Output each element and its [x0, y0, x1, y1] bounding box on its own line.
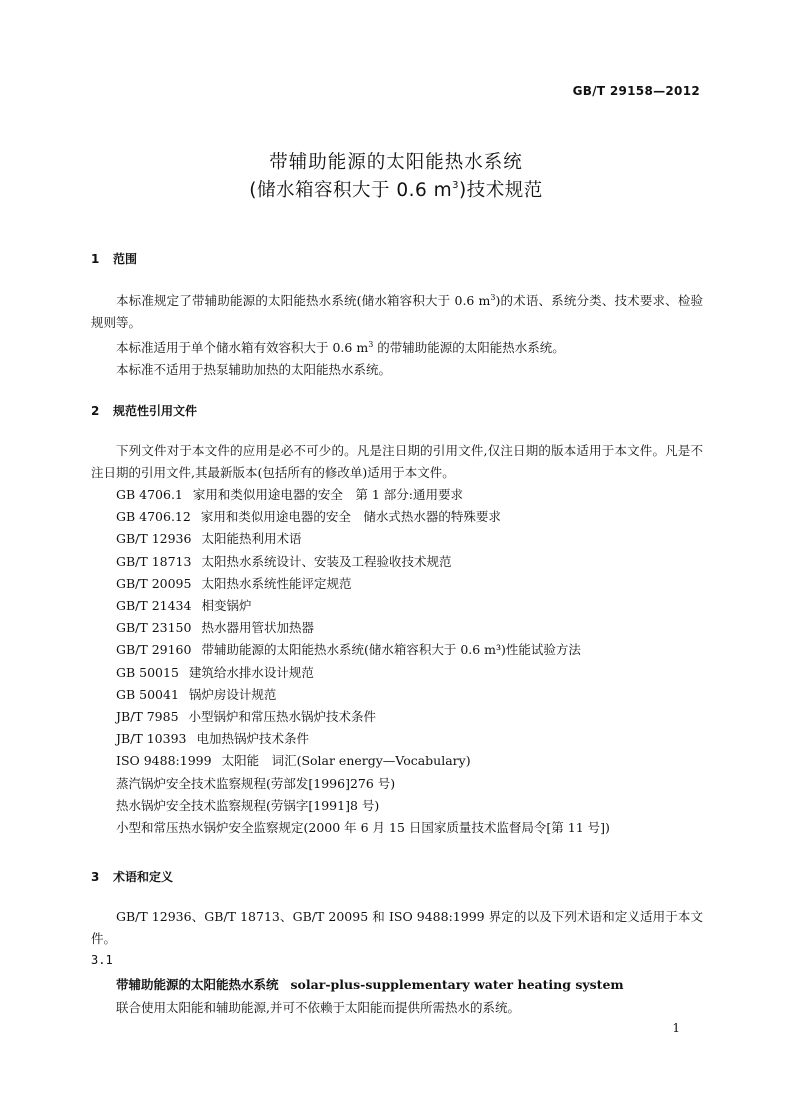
section-2-intro	[91, 440, 703, 484]
section-1-body	[91, 287, 703, 381]
reference-code: GB/T 18713	[116, 553, 192, 569]
reference-item	[116, 773, 610, 795]
reference-code: JB/T 7985	[116, 709, 179, 725]
reference-code: GB 4706.1	[116, 487, 183, 502]
reference-item	[116, 528, 610, 550]
section-2-number: 2	[91, 404, 100, 418]
reference-title: 电加热锅炉技术条件	[196, 731, 309, 747]
scope-p1-pre: 本标准规定了带辅助能源的太阳能热水系统(储水箱容积大于 0.6 m	[116, 293, 491, 309]
reference-title: 太阳热水系统性能评定规范	[201, 575, 352, 591]
section-2-heading	[91, 402, 197, 419]
scope-p2-pre: 本标准适用于单个储水箱有效容积大于 0.6 m	[116, 340, 369, 356]
standard-number: GB/T 29158—2012	[572, 84, 700, 98]
section-3-title: 术语和定义	[113, 870, 174, 884]
section-3-heading	[91, 868, 173, 885]
reference-title: 太阳能 词汇(Solar energy—Vocabulary)	[221, 753, 471, 769]
reference-item	[116, 750, 610, 772]
reference-item	[116, 506, 610, 528]
reference-code: GB/T 29160	[116, 642, 192, 658]
reference-code: GB/T 12936	[116, 531, 192, 547]
reference-item	[116, 573, 610, 595]
scope-p1-sup: 3	[490, 293, 496, 302]
reference-code: GB 50015	[116, 664, 179, 680]
reference-title: 相变锅炉	[201, 598, 252, 614]
reference-item	[116, 639, 610, 661]
scope-p2-sup: 3	[368, 340, 374, 350]
references-intro: 下列文件对于本文件的应用是必不可少的。凡是注日期的引用文件,仅注日期的版本适用于本文件。凡是不注日期的引用文件,其最新版本(包括所有的修改单)适用于本文件。	[91, 443, 703, 480]
scope-p1-post: )的术语、系统分类、技术要求、检验规则等。	[91, 293, 703, 331]
section-1-number: 1	[91, 252, 100, 266]
reference-title: 锅炉房设计规范	[188, 686, 277, 702]
reference-code: GB 50041	[116, 686, 179, 702]
term-entry	[116, 975, 624, 993]
reference-title: 蒸汽锅炉安全技术监察规程(劳部发[1996]276 号)	[116, 775, 396, 791]
reference-code: JB/T 10393	[116, 731, 187, 747]
terms-intro: GB/T 12936、GB/T 18713、GB/T 20095 和 ISO 9488:1999 界定的以及下列术语和定义适用于本文件。	[91, 909, 703, 946]
reference-item	[116, 706, 610, 728]
reference-title: 热水器用管状加热器	[201, 620, 314, 636]
reference-title: 小型锅炉和常压热水锅炉技术条件	[188, 709, 377, 725]
scope-paragraph-2	[91, 334, 703, 359]
page-number: 1	[672, 1021, 680, 1035]
section-1-heading	[91, 250, 137, 267]
section-1-title: 范围	[113, 252, 138, 266]
reference-item	[116, 684, 610, 706]
reference-code: GB 4706.12	[116, 509, 191, 525]
section-3-number: 3	[91, 870, 100, 884]
reference-item	[116, 662, 610, 684]
term-chinese: 带辅助能源的太阳能热水系统	[116, 977, 279, 992]
reference-item	[116, 817, 610, 839]
reference-title: 热水锅炉安全技术监察规程(劳锅字[1991]8 号)	[116, 797, 380, 813]
reference-title: 太阳能热利用术语	[201, 531, 302, 547]
reference-item	[116, 551, 610, 573]
term-english: solar-plus-supplementary water heating system	[290, 977, 624, 992]
reference-title: 小型和常压热水锅炉安全监察规定(2000 年 6 月 15 日国家质量技术监督局令[第 11 号])	[116, 820, 610, 836]
reference-title: 建筑给水排水设计规范	[188, 664, 314, 680]
reference-code: GB/T 23150	[116, 620, 192, 636]
title-line2-post: )技术规范	[459, 180, 543, 201]
scope-p2-post: 的带辅助能源的太阳能热水系统。	[373, 340, 565, 356]
reference-title: 太阳热水系统设计、安装及工程验收技术规范	[201, 553, 452, 569]
title-line2-sup: 3	[452, 180, 460, 191]
reference-list	[116, 484, 610, 839]
reference-title: 家用和类似用途电器的安全 储水式热水器的特殊要求	[200, 509, 501, 525]
reference-title: 带辅助能源的太阳能热水系统(储水箱容积大于 0.6 m³)性能试验方法	[201, 642, 581, 658]
reference-title: 家用和类似用途电器的安全 第 1 部分:通用要求	[192, 487, 464, 502]
document-title-line1: 带辅助能源的太阳能热水系统	[269, 152, 523, 173]
term-definition: 联合使用太阳能和辅助能源,并可不依赖于太阳能而提供所需热水的系统。	[116, 1000, 520, 1015]
scope-paragraph-1	[91, 287, 703, 334]
reference-item	[116, 617, 610, 639]
document-title-line2	[0, 176, 792, 202]
reference-item	[116, 484, 610, 506]
reference-code: GB/T 20095	[116, 575, 192, 591]
reference-code: ISO 9488:1999	[116, 753, 212, 769]
section-2-title: 规范性引用文件	[113, 404, 198, 418]
clause-number: 3.1	[91, 953, 113, 967]
reference-item	[116, 795, 610, 817]
reference-item	[116, 595, 610, 617]
title-line2-pre: (储水箱容积大于 0.6 m	[249, 180, 453, 201]
section-3-intro	[91, 906, 703, 950]
reference-code: GB/T 21434	[116, 598, 192, 614]
reference-item	[116, 728, 610, 750]
scope-paragraph-3: 本标准不适用于热泵辅助加热的太阳能热水系统。	[116, 362, 392, 378]
